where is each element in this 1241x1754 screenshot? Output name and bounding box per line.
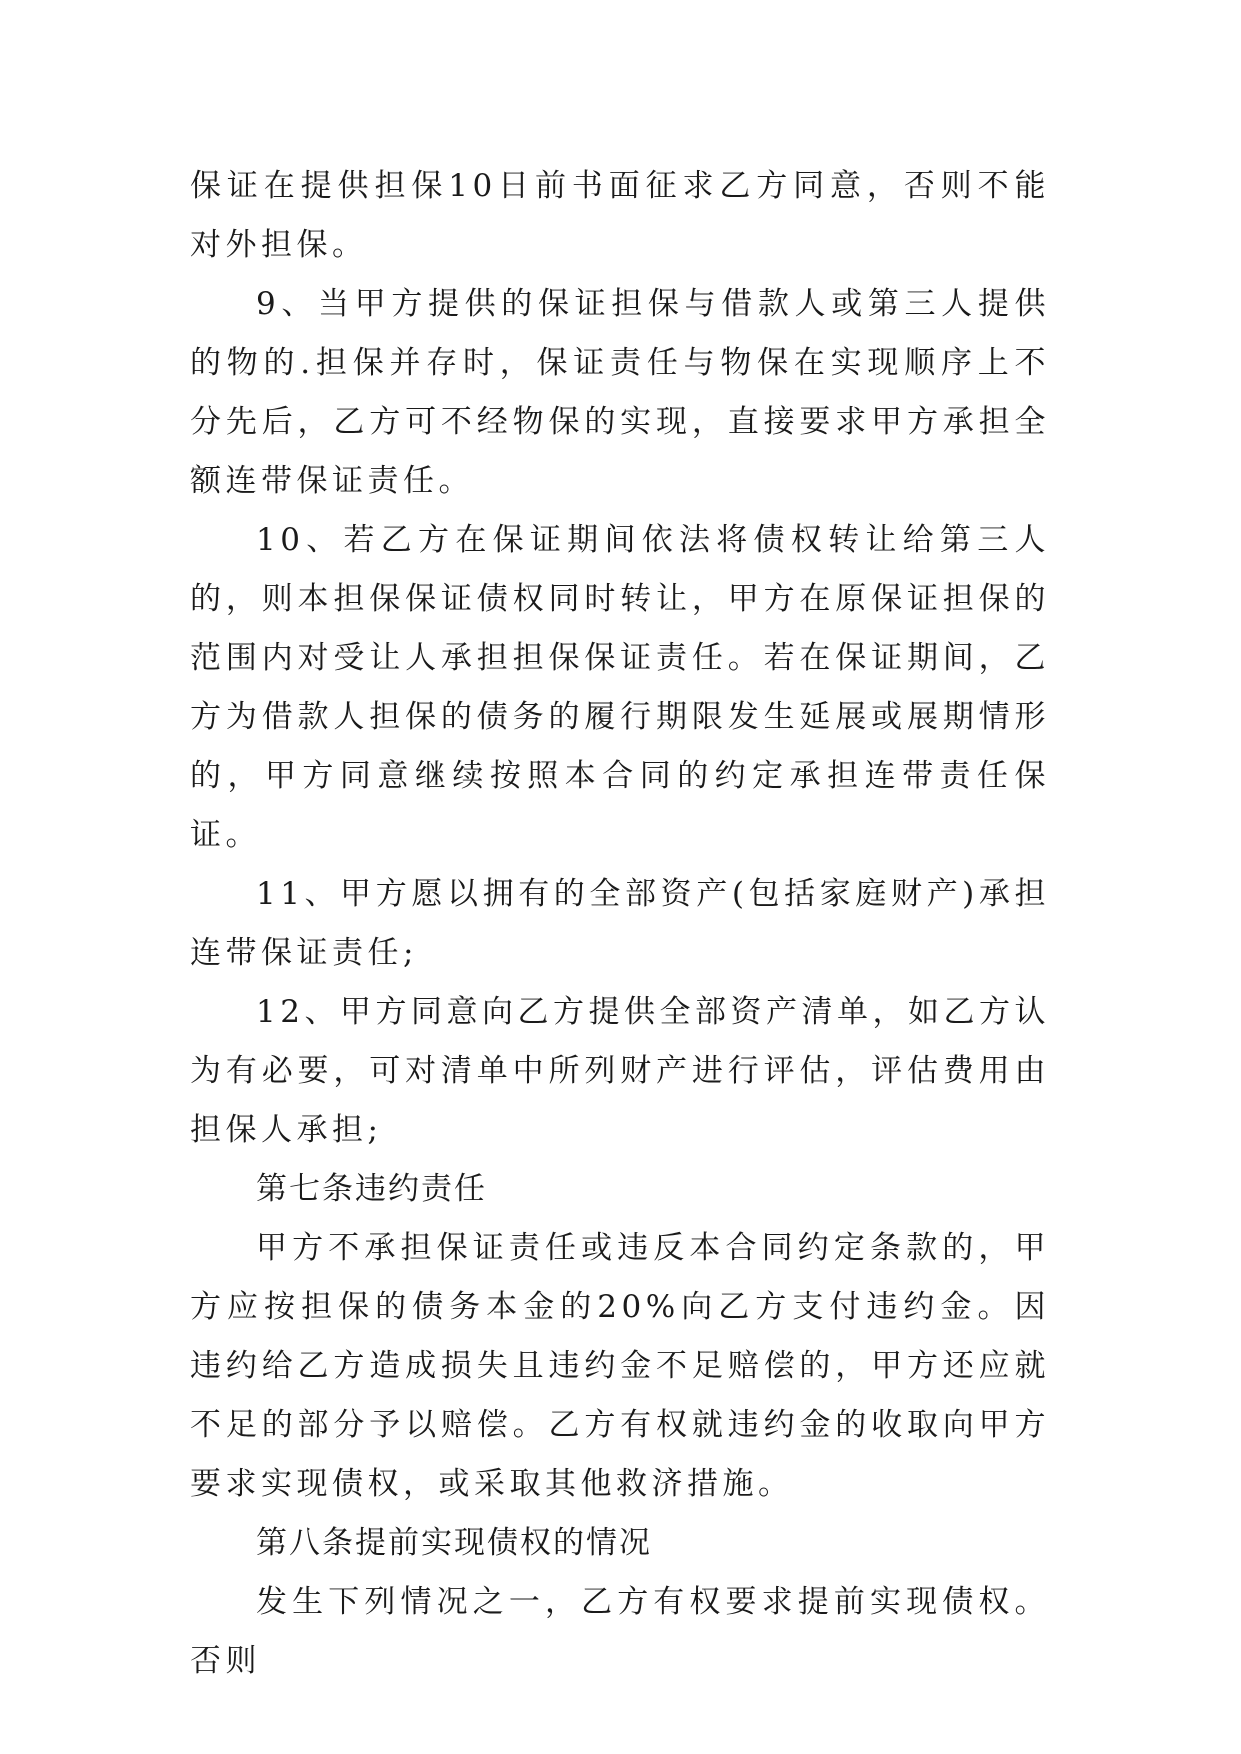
paragraph-clause-9: 9、当甲方提供的保证担保与借款人或第三人提供的物的.担保并存时，保证责任与物保在实现顺序上不分先后，乙方可不经物保的实现，直接要求甲方承担全额连带保证责任。	[190, 286, 1050, 499]
section-heading-article-7: 第七条违约责任	[256, 1171, 487, 1207]
paragraph-early-realization: 发生下列情况之一，乙方有权要求提前实现债权。否则	[190, 1584, 1050, 1679]
document-body	[190, 157, 1050, 1691]
paragraph-clause-12: 12、甲方同意向乙方提供全部资产清单，如乙方认为有必要，可对清单中所列财产进行评估，评估费用由担保人承担;	[190, 994, 1050, 1148]
paragraph-clause-11: 11、甲方愿以拥有的全部资产(包括家庭财产)承担连带保证责任;	[190, 876, 1050, 971]
paragraph-clause-10: 10、若乙方在保证期间依法将债权转让给第三人的，则本担保保证债权同时转让，甲方在原保证担保的范围内对受让人承担担保保证责任。若在保证期间，乙方为借款人担保的债务的履行期限发生延展或展期情形的，甲方同意继续按照本合同的约定承担连带责任保证。	[190, 522, 1050, 853]
paragraph-breach-liability: 甲方不承担保证责任或违反本合同约定条款的，甲方应按担保的债务本金的20%向乙方支付违约金。因违约给乙方造成损失且违约金不足赔偿的，甲方还应就不足的部分予以赔偿。乙方有权就违约金的收取向甲方要求实现债权，或采取其他救济措施。	[190, 1230, 1050, 1502]
paragraph-guarantee-consent: 保证在提供担保10日前书面征求乙方同意，否则不能对外担保。	[190, 168, 1050, 263]
section-heading-article-8: 第八条提前实现债权的情况	[256, 1525, 652, 1561]
